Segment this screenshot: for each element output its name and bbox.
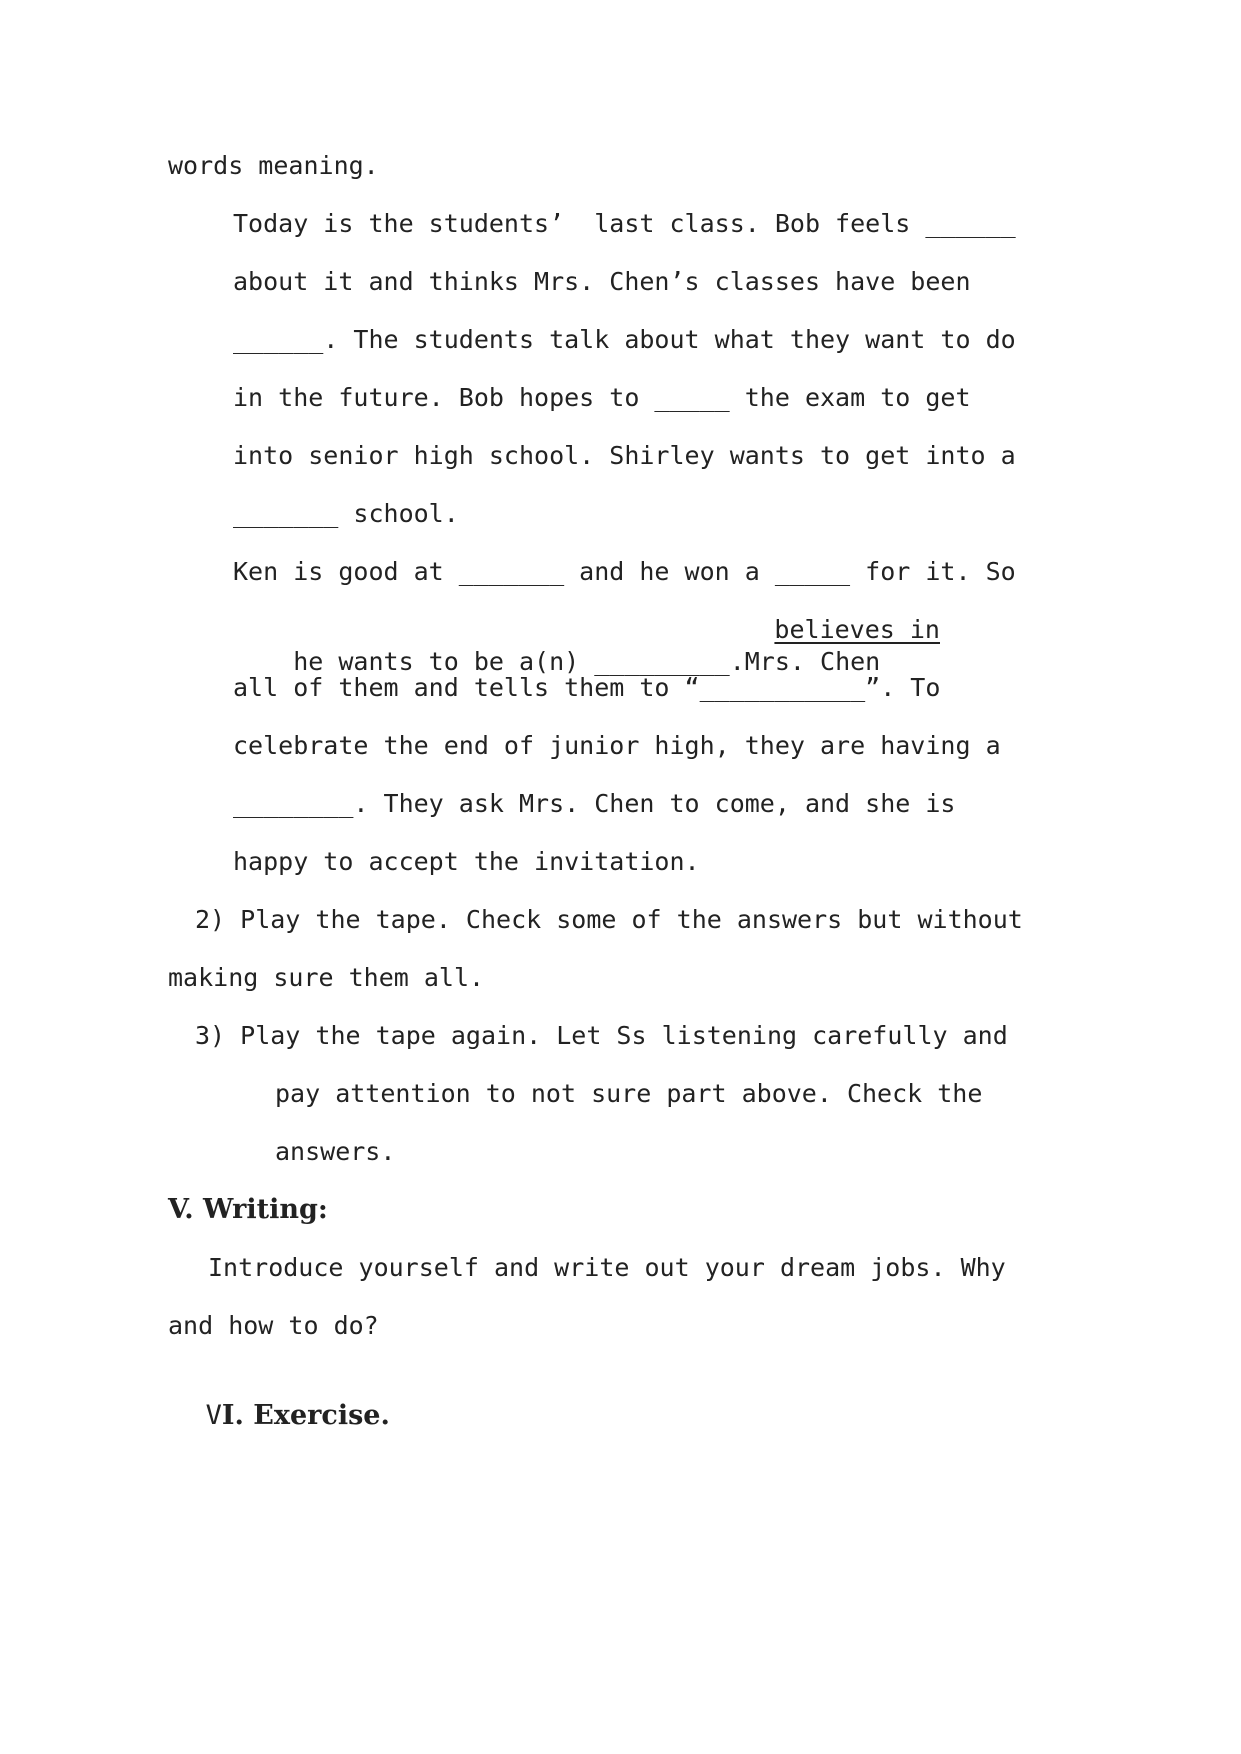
- text-line: Today is the students’ last class. Bob feels ______: [233, 209, 1016, 238]
- text-line: 2) Play the tape. Check some of the answers but without: [195, 905, 1023, 934]
- text-line: and how to do?: [168, 1311, 379, 1340]
- text-line: pay attention to not sure part above. Check the: [275, 1079, 983, 1108]
- text-line: Introduce yourself and write out your dream jobs. Why: [208, 1253, 1006, 1282]
- section-heading: [168, 1368, 390, 1431]
- section-heading: V. Writing:: [168, 1194, 328, 1225]
- text-line: into senior high school. Shirley wants to get into a: [233, 441, 1016, 470]
- text-line: ________. They ask Mrs. Chen to come, and she is: [233, 789, 956, 818]
- text-line: making sure them all.: [168, 963, 485, 992]
- heading-text: I. Exercise.: [221, 1400, 390, 1431]
- text-line: celebrate the end of junior high, they are having a: [233, 731, 1001, 760]
- text-line: [233, 614, 940, 676]
- text-segment: he wants to be a(n) _________.Mrs. Chen: [293, 647, 896, 676]
- text-line: about it and thinks Mrs. Chen’s classes have been: [233, 267, 971, 296]
- underlined-phrase: believes in: [774, 615, 940, 644]
- text-line: in the future. Bob hopes to _____ the exam to get: [233, 383, 971, 412]
- text-line: answers.: [275, 1137, 396, 1166]
- text-line: words meaning.: [168, 151, 379, 180]
- text-line: all of them and tells them to “___________”. To: [233, 673, 941, 702]
- text-line: _______ school.: [233, 499, 459, 528]
- text-line: Ken is good at _______ and he won a _____ for it. So: [233, 557, 1016, 586]
- text-line: 3) Play the tape again. Let Ss listening carefully and: [195, 1021, 1008, 1050]
- heading-prefix: V: [205, 1400, 222, 1431]
- text-line: happy to accept the invitation.: [233, 847, 700, 876]
- text-line: ______. The students talk about what they want to do: [233, 325, 1016, 354]
